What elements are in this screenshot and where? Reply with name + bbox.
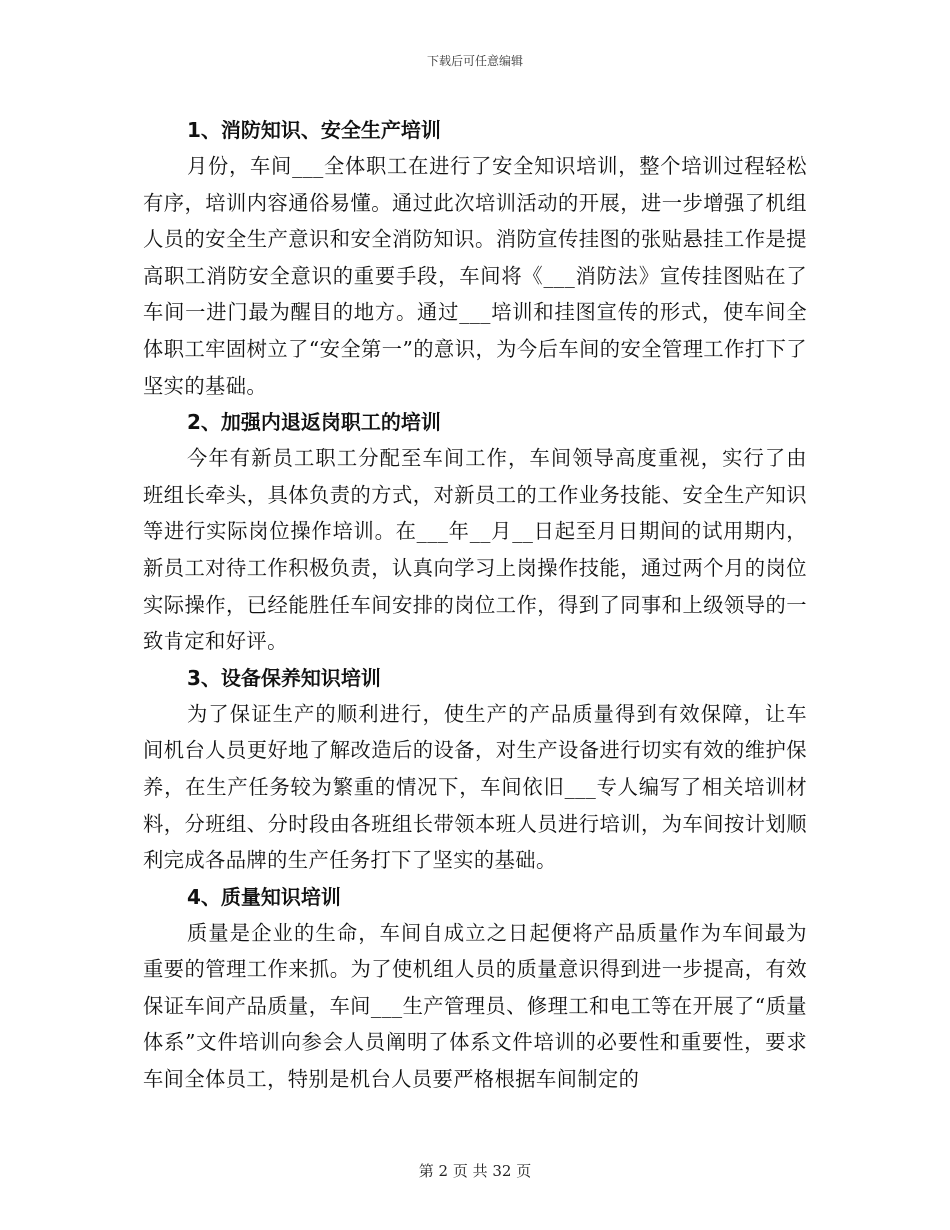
page-header-note: 下载后可任意编辑 [426, 54, 523, 68]
section-heading-4: 4、质量知识培训 [187, 884, 341, 909]
section-heading-1: 1、消防知识、安全生产培训 [187, 118, 441, 142]
page-number: 第 2 页 共 32 页 [418, 1162, 532, 1180]
section-paragraph-3: 为了保证生产的顺利进行，使生产的产品质量得到有效保障，让车间机台人员更好地了解改造后的设备，对生产设备进行切实有效的维护保养，在生产任务较为繁重的情况下，车间依旧___专人编写了相关培训材料，分班组、分时段由各班组长带领本班人员进行培训，为车间按计划顺利完成各品牌的生产任务打下了坚实的基础。 [143, 701, 807, 873]
section-paragraph-1: 月份，车间___全体职工在进行了安全知识培训，整个培训过程轻松有序，培训内容通俗易懂。通过此次培训活动的开展，进一步增强了机组人员的安全生产意识和安全消防知识。消防宣传挂图的张贴悬挂工作是提高职工消防安全意识的重要手段，车间将《___消防法》宣传挂图贴在了车间一进门最为醒目的地方。通过___培训和挂图宣传的形式，使车间全体职工牢固树立了“安全第一”的意识，为今后车间的安全管理工作打下了坚实的基础。 [143, 154, 807, 398]
section-paragraph-2: 今年有新员工职工分配至车间工作，车间领导高度重视，实行了由班组长牵头，具体负责的方式，对新员工的工作业务技能、安全生产知识等进行实际岗位操作培训。在___年__月__日起至月日期间的试用期内，新员工对待工作积极负责，认真向学习上岗操作技能，通过两个月的岗位实际操作，已经能胜任车间安排的岗位工作，得到了同事和上级领导的一致肯定和好评。 [143, 446, 807, 654]
section-paragraph-4: 质量是企业的生命，车间自成立之日起便将产品质量作为车间最为重要的管理工作来抓。为了使机组人员的质量意识得到进一步提高，有效保证车间产品质量，车间___生产管理员、修理工和电工等在开展了“质量体系”文件培训向参会人员阐明了体系文件培训的必要性和重要性，要求车间全体员工，特别是机台人员要严格根据车间制定的 [143, 920, 807, 1092]
document-body [143, 112, 807, 1098]
section-heading-3: 3、设备保养知识培训 [187, 665, 381, 690]
section-heading-2: 2、加强内退返岗职工的培训 [187, 410, 441, 435]
